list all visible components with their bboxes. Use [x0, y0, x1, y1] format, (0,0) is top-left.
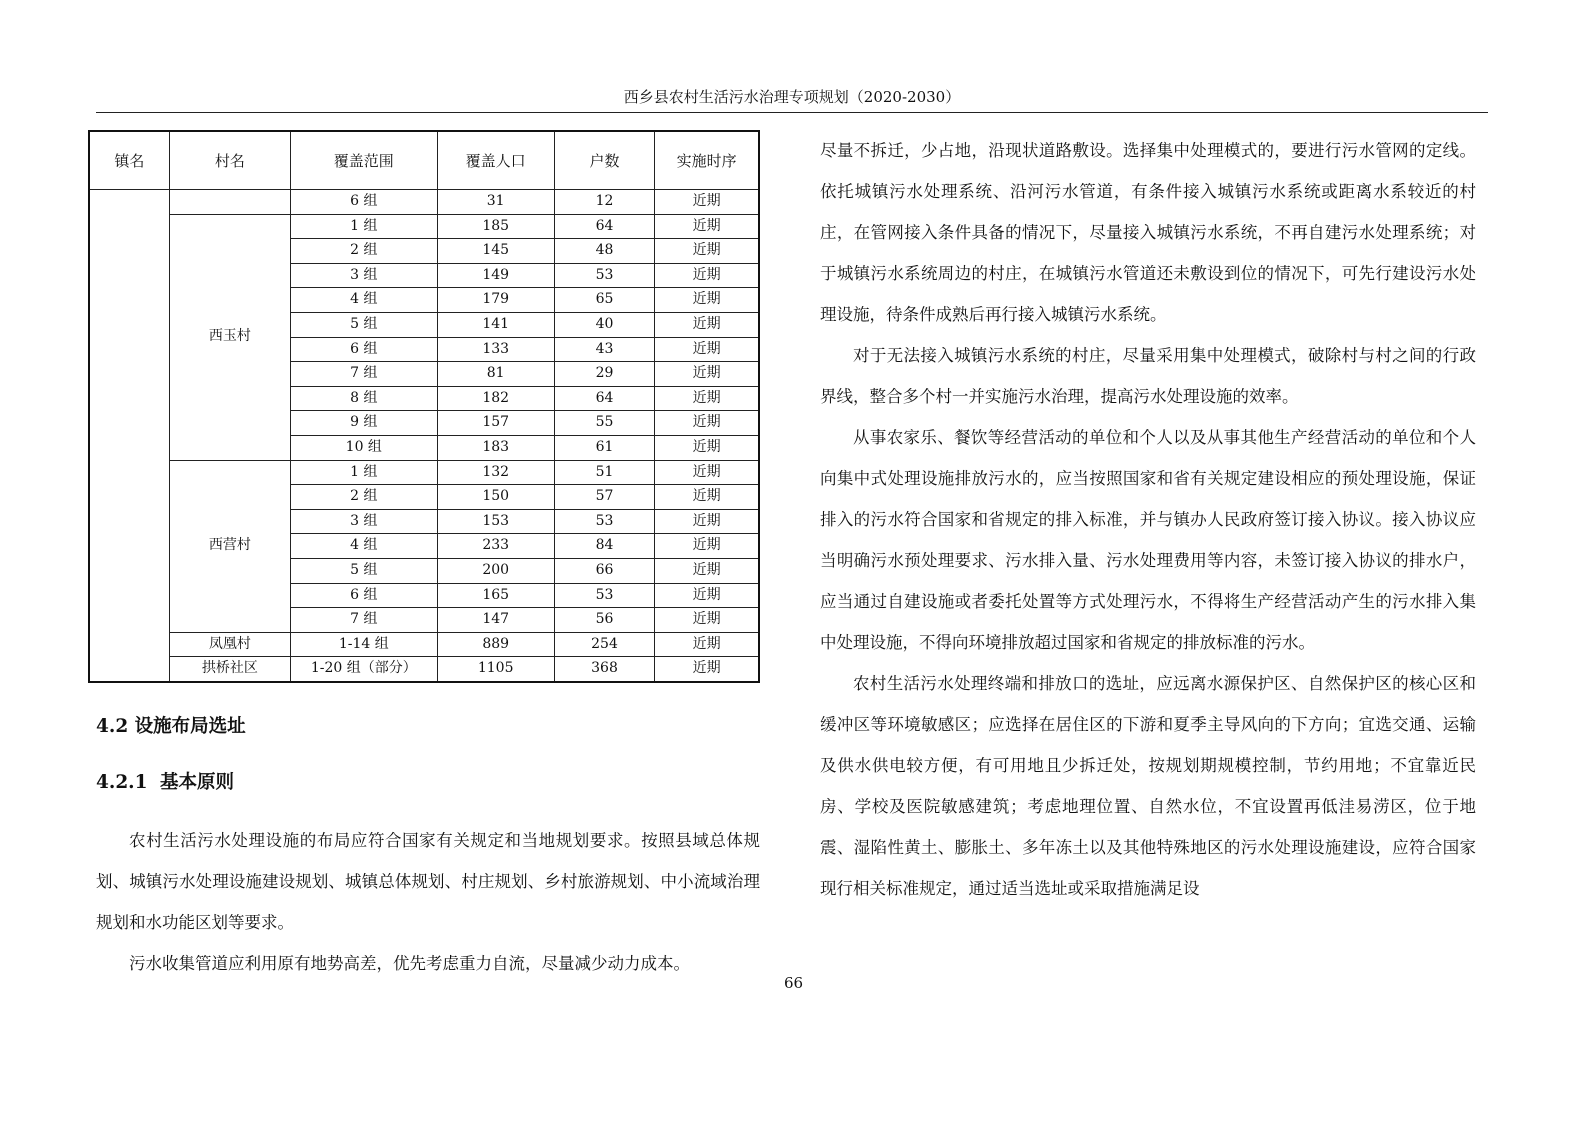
timing-cell: 近期	[655, 509, 759, 534]
range-cell: 3 组	[291, 263, 437, 288]
table-row	[89, 190, 759, 215]
table-row	[89, 632, 759, 657]
range-cell: 5 组	[291, 558, 437, 583]
table-header-row	[89, 131, 759, 190]
households-cell: 61	[554, 435, 654, 460]
population-cell: 149	[437, 263, 554, 288]
range-cell: 5 组	[291, 312, 437, 337]
households-cell: 48	[554, 239, 654, 264]
running-header: 西乡县农村生活污水治理专项规划（2020-2030）	[623, 88, 961, 106]
population-cell: 200	[437, 558, 554, 583]
timing-cell: 近期	[655, 239, 759, 264]
paragraph: 农村生活污水处理设施的布局应符合国家有关规定和当地规划要求。按照县域总体规划、城镇污水处理设施建设规划、城镇总体规划、村庄规划、乡村旅游规划、中小流域治理规划和水功能区划等要求。	[96, 831, 760, 932]
households-cell: 40	[554, 312, 654, 337]
households-cell: 12	[554, 190, 654, 215]
range-cell: 6 组	[291, 190, 437, 215]
households-cell: 64	[554, 386, 654, 411]
range-cell: 2 组	[291, 239, 437, 264]
timing-cell: 近期	[655, 362, 759, 387]
subsection-heading-4-2-1: 4.2.1 基本原则	[96, 772, 234, 793]
timing-cell: 近期	[655, 411, 759, 436]
population-cell: 153	[437, 509, 554, 534]
households-cell: 66	[554, 558, 654, 583]
col-header-population: 覆盖人口	[437, 131, 554, 190]
col-header-households: 户数	[554, 131, 654, 190]
range-cell: 4 组	[291, 534, 437, 559]
households-cell: 368	[554, 657, 654, 682]
timing-cell: 近期	[655, 263, 759, 288]
paragraph: 对于无法接入城镇污水系统的村庄，尽量采用集中处理模式，破除村与村之间的行政界线，整合多个村一并实施污水治理，提高污水处理设施的效率。	[820, 346, 1476, 406]
range-cell: 2 组	[291, 485, 437, 510]
range-cell: 9 组	[291, 411, 437, 436]
range-cell: 6 组	[291, 583, 437, 608]
timing-cell: 近期	[655, 288, 759, 313]
timing-cell: 近期	[655, 558, 759, 583]
col-header-village: 村名	[169, 131, 290, 190]
population-cell: 182	[437, 386, 554, 411]
range-cell: 8 组	[291, 386, 437, 411]
col-header-range: 覆盖范围	[291, 131, 437, 190]
range-cell: 7 组	[291, 608, 437, 633]
village-cell: 西玉村	[169, 214, 290, 460]
right-column-text	[820, 130, 1476, 909]
population-cell: 132	[437, 460, 554, 485]
page-number: 66	[783, 974, 804, 992]
range-cell: 1-14 组	[291, 632, 437, 657]
households-cell: 64	[554, 214, 654, 239]
population-cell: 133	[437, 337, 554, 362]
range-cell: 3 组	[291, 509, 437, 534]
range-cell: 6 组	[291, 337, 437, 362]
population-cell: 889	[437, 632, 554, 657]
village-cell: 凤凰村	[169, 632, 290, 657]
households-cell: 53	[554, 509, 654, 534]
table-row	[89, 460, 759, 485]
range-cell: 1-20 组（部分）	[291, 657, 437, 682]
paragraph: 污水收集管道应利用原有地势高差，优先考虑重力自流，尽量减少动力成本。	[129, 954, 690, 973]
households-cell: 51	[554, 460, 654, 485]
timing-cell: 近期	[655, 312, 759, 337]
population-cell: 233	[437, 534, 554, 559]
paragraph: 农村生活污水处理终端和排放口的选址，应远离水源保护区、自然保护区的核心区和缓冲区等环境敏感区；应选择在居住区的下游和夏季主导风向的下方向；宜选交通、运输及供水供电较方便，有可用地且少拆迁处，按规划期规模控制，节约用地；不宜靠近民房、学校及医院敏感建筑；考虑地理位置、自然水位，不宜设置再低洼易涝区，位于地震、湿陷性黄土、膨胀土、多年冻土以及其他特殊地区的污水处理设施建设，应符合国家现行相关标准规定，通过适当选址或采取措施满足设	[820, 674, 1476, 898]
col-header-town: 镇名	[89, 131, 169, 190]
range-cell: 7 组	[291, 362, 437, 387]
timing-cell: 近期	[655, 214, 759, 239]
timing-cell: 近期	[655, 190, 759, 215]
paragraph-continuation: 尽量不拆迁，少占地，沿现状道路敷设。选择集中处理模式的，要进行污水管网的定线。依托城镇污水处理系统、沿河污水管道，有条件接入城镇污水系统或距离水系较近的村庄，在管网接入条件具备的情况下，尽量接入城镇污水系统，不再自建污水处理系统；对于城镇污水系统周边的村庄，在城镇污水管道还未敷设到位的情况下，可先行建设污水处理设施，待条件成熟后再行接入城镇污水系统。	[820, 141, 1476, 324]
col-header-timing: 实施时序	[655, 131, 759, 190]
population-cell: 145	[437, 239, 554, 264]
households-cell: 53	[554, 583, 654, 608]
table-row	[89, 214, 759, 239]
households-cell: 254	[554, 632, 654, 657]
village-cell: 拱桥社区	[169, 657, 290, 682]
households-cell: 29	[554, 362, 654, 387]
section-heading-4-2: 4.2 设施布局选址	[96, 716, 246, 737]
population-cell: 1105	[437, 657, 554, 682]
households-cell: 43	[554, 337, 654, 362]
timing-cell: 近期	[655, 386, 759, 411]
population-cell: 31	[437, 190, 554, 215]
timing-cell: 近期	[655, 460, 759, 485]
population-cell: 141	[437, 312, 554, 337]
left-column-text	[96, 820, 760, 984]
timing-cell: 近期	[655, 583, 759, 608]
range-cell: 10 组	[291, 435, 437, 460]
population-cell: 150	[437, 485, 554, 510]
households-cell: 57	[554, 485, 654, 510]
range-cell: 1 组	[291, 460, 437, 485]
village-cell: 西营村	[169, 460, 290, 632]
timing-cell: 近期	[655, 657, 759, 682]
households-cell: 56	[554, 608, 654, 633]
paragraph: 从事农家乐、餐饮等经营活动的单位和个人以及从事其他生产经营活动的单位和个人向集中式处理设施排放污水的，应当按照国家和省有关规定建设相应的预处理设施，保证排入的污水符合国家和省规定的排入标准，并与镇办人民政府签订接入协议。接入协议应当明确污水预处理要求、污水排入量、污水处理费用等内容，未签订接入协议的排水户，应当通过自建设施或者委托处置等方式处理污水，不得将生产经营活动产生的污水排入集中处理设施，不得向环境排放超过国家和省规定的排放标准的污水。	[820, 428, 1476, 652]
population-cell: 185	[437, 214, 554, 239]
range-cell: 4 组	[291, 288, 437, 313]
timing-cell: 近期	[655, 337, 759, 362]
coverage-table	[88, 130, 760, 683]
timing-cell: 近期	[655, 435, 759, 460]
table-row	[89, 657, 759, 682]
population-cell: 179	[437, 288, 554, 313]
population-cell: 157	[437, 411, 554, 436]
households-cell: 84	[554, 534, 654, 559]
town-cell	[89, 190, 169, 682]
table-body	[89, 190, 759, 682]
timing-cell: 近期	[655, 485, 759, 510]
population-cell: 183	[437, 435, 554, 460]
header-rule	[96, 112, 1488, 113]
households-cell: 53	[554, 263, 654, 288]
population-cell: 81	[437, 362, 554, 387]
households-cell: 65	[554, 288, 654, 313]
range-cell: 1 组	[291, 214, 437, 239]
timing-cell: 近期	[655, 534, 759, 559]
households-cell: 55	[554, 411, 654, 436]
timing-cell: 近期	[655, 632, 759, 657]
population-cell: 165	[437, 583, 554, 608]
village-cell	[169, 190, 290, 215]
population-cell: 147	[437, 608, 554, 633]
timing-cell: 近期	[655, 608, 759, 633]
